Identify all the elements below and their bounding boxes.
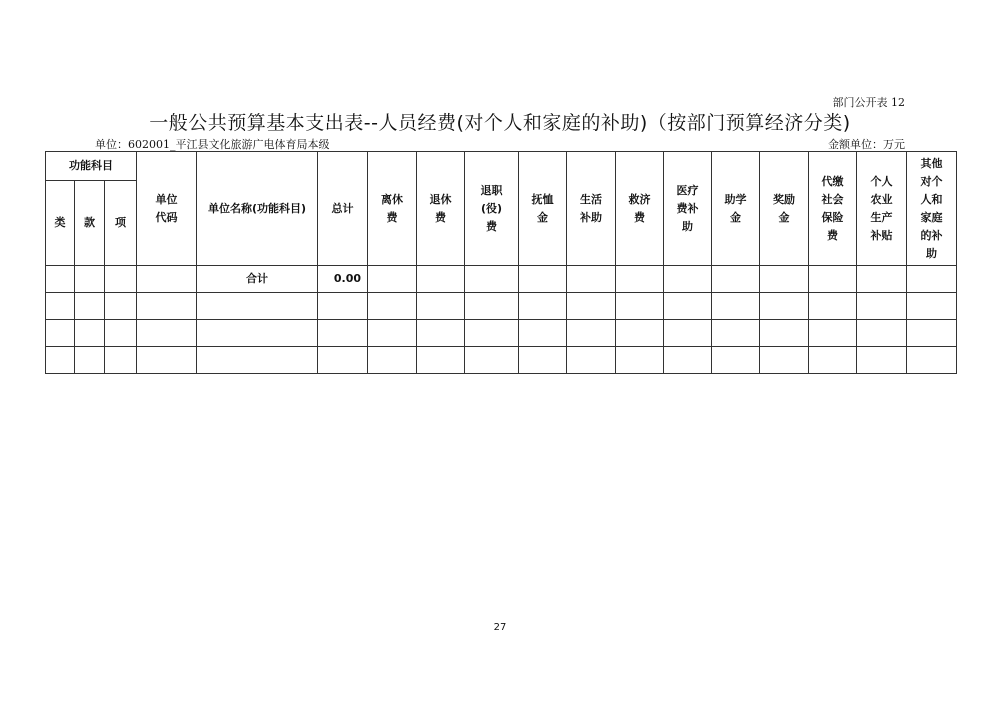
header-func-subject: 功能科目 <box>46 152 137 181</box>
page-number: 27 <box>493 622 507 633</box>
header-col-10: 个人农业生产补贴 <box>857 152 907 266</box>
header-col-1: 退休费 <box>417 152 465 266</box>
header-kuan: 款 <box>75 181 105 266</box>
header-unit-code: 单位代码 <box>137 152 197 266</box>
table-row <box>46 293 957 320</box>
header-col-3: 抚恤金 <box>519 152 567 266</box>
expenditure-table <box>45 151 957 374</box>
table-row <box>46 347 957 374</box>
unit-label: 单位：602001_平江县文化旅游广电体育局本级 <box>95 138 330 151</box>
table-number: 部门公开表 12 <box>832 96 905 109</box>
header-total: 总计 <box>318 152 368 266</box>
table-row <box>46 320 957 347</box>
header-lei: 类 <box>46 181 75 266</box>
page-title: 一般公共预算基本支出表--人员经费(对个人和家庭的补助)（按部门预算经济分类) <box>149 112 851 134</box>
header-xiang: 项 <box>105 181 137 266</box>
total-value: 0.00 <box>318 266 368 293</box>
header-col-4: 生活补助 <box>567 152 616 266</box>
header-unit-name: 单位名称(功能科目) <box>197 152 318 266</box>
header-col-0: 离休费 <box>368 152 417 266</box>
header-col-7: 助学金 <box>712 152 760 266</box>
header-col-5: 救济费 <box>616 152 664 266</box>
header-col-6: 医疗费补助 <box>664 152 712 266</box>
header-col-8: 奖励金 <box>760 152 809 266</box>
table-row-total <box>46 266 957 293</box>
header-col-2: 退职(役)费 <box>465 152 519 266</box>
header-col-9: 代缴社会保险费 <box>809 152 857 266</box>
header-col-11: 其他对个人和家庭的补助 <box>907 152 957 266</box>
total-label: 合计 <box>197 266 318 293</box>
amount-unit-label: 金额单位：万元 <box>828 138 905 151</box>
